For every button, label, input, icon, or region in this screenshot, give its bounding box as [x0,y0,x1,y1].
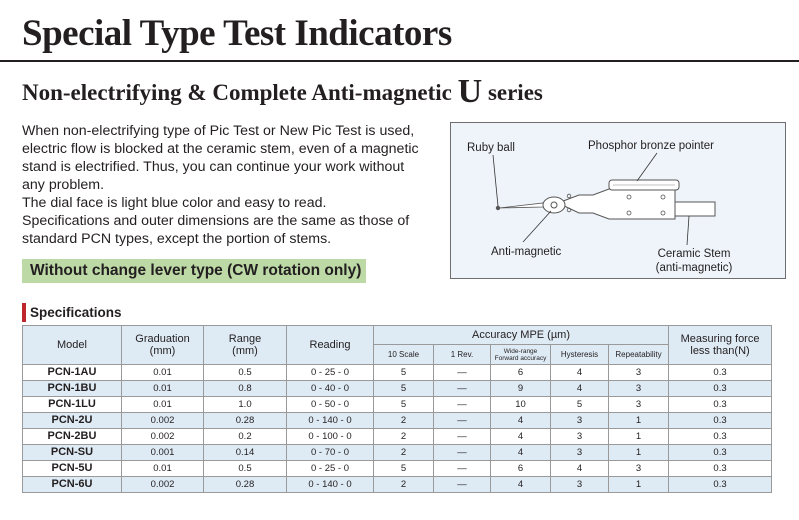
table-row [23,413,772,429]
cell-1-rev: — [434,445,491,461]
page-title: Special Type Test Indicators [22,13,452,54]
cell-model: PCN-6U [23,477,122,493]
cell-repeatability: 1 [609,445,669,461]
cell-graduation: 0.002 [122,413,204,429]
cell-graduation: 0.01 [122,461,204,477]
ruby-ball-shape [496,206,500,210]
title-rule [0,60,799,62]
subtitle-text: Non-electrifying & Complete Anti-magnetic [22,80,458,105]
description-line: electric flow is blocked at the ceramic stem, even of a magnetic [22,141,419,157]
pointer-label: Phosphor bronze pointer [588,140,714,152]
cell-hysteresis: 4 [551,365,609,381]
pivot-shape [551,202,557,208]
cell-reading: 0 - 70 - 0 [287,445,374,461]
cell-measuring-force: 0.3 [669,429,772,445]
cell-10-scale: 2 [374,445,434,461]
cell-measuring-force: 0.3 [669,477,772,493]
header-repeatability: Repeatability [609,345,669,365]
cell-graduation: 0.002 [122,477,204,493]
cell-repeatability: 3 [609,461,669,477]
description-line: stand is electrified. Thus, you can continue your work without [22,159,405,175]
header-wide-range [491,345,551,365]
cell-1-rev: — [434,365,491,381]
cell-10-scale: 2 [374,429,434,445]
description-line: standard PCN types, except the portion of stems. [22,231,332,247]
table-row [23,381,772,397]
subtitle-series-letter: U [457,73,483,110]
cell-reading: 0 - 50 - 0 [287,397,374,413]
ceramic-stem-shape [669,202,715,216]
cell-wide-range: 4 [491,413,551,429]
cell-repeatability: 1 [609,429,669,445]
table-row [23,445,772,461]
cell-reading: 0 - 100 - 0 [287,429,374,445]
header-range-unit: (mm) [232,345,258,357]
cell-hysteresis: 5 [551,397,609,413]
cell-1-rev: — [434,413,491,429]
cell-hysteresis: 4 [551,381,609,397]
header-reading: Reading [287,326,374,365]
cell-graduation: 0.01 [122,381,204,397]
cell-reading: 0 - 25 - 0 [287,365,374,381]
cell-wide-range: 6 [491,461,551,477]
lever-type-banner: Without change lever type (CW rotation only) [22,259,366,283]
header-range-label: Range [228,333,262,345]
description-line: The dial face is light blue color and easy to read. [22,195,327,211]
cell-10-scale: 5 [374,381,434,397]
cell-hysteresis: 3 [551,413,609,429]
description-line: When non-electrifying type of Pic Test or New Pic Test is used, [22,123,415,139]
header-force-line2: less than(N) [690,345,750,357]
cell-measuring-force: 0.3 [669,365,772,381]
stem-leader [687,216,689,245]
cell-measuring-force: 0.3 [669,461,772,477]
cell-repeatability: 1 [609,413,669,429]
cell-wide-range: 4 [491,477,551,493]
table-row [23,429,772,445]
specifications-table [22,325,772,493]
cell-10-scale: 5 [374,365,434,381]
cell-measuring-force: 0.3 [669,445,772,461]
series-subtitle [22,74,543,111]
cell-reading: 0 - 40 - 0 [287,381,374,397]
cell-10-scale: 2 [374,477,434,493]
cell-range: 0.5 [204,365,287,381]
cell-repeatability: 1 [609,477,669,493]
cell-hysteresis: 3 [551,477,609,493]
header-wide-line2: Forward accuracy [494,354,547,362]
cell-model: PCN-5U [23,461,122,477]
cell-hysteresis: 3 [551,445,609,461]
header-graduation [122,326,204,365]
cell-hysteresis: 4 [551,461,609,477]
cell-measuring-force: 0.3 [669,381,772,397]
cell-wide-range: 4 [491,429,551,445]
cell-wide-range: 6 [491,365,551,381]
cell-range: 0.8 [204,381,287,397]
cell-reading: 0 - 140 - 0 [287,413,374,429]
product-description [22,122,442,248]
ceramic-stem-note: (anti-magnetic) [655,262,733,274]
cell-10-scale: 2 [374,413,434,429]
cell-repeatability: 3 [609,381,669,397]
cell-graduation: 0.01 [122,365,204,381]
cell-reading: 0 - 25 - 0 [287,461,374,477]
cell-repeatability: 3 [609,365,669,381]
cell-wide-range: 9 [491,381,551,397]
cell-model: PCN-SU [23,445,122,461]
cell-measuring-force: 0.3 [669,397,772,413]
header-range [204,326,287,365]
header-graduation-unit: (mm) [149,345,176,357]
header-wide-line1: Wide-range [503,347,538,355]
ruby-ball-label: Ruby ball [467,142,515,154]
ceramic-stem-label: Ceramic Stem [657,248,731,260]
header-model: Model [23,326,122,365]
cell-graduation: 0.002 [122,429,204,445]
cell-graduation: 0.001 [122,445,204,461]
header-1-rev: 1 Rev. [434,345,491,365]
table-row [23,397,772,413]
anti-magnetic-leader [523,211,551,242]
stylus-shape [499,203,543,208]
ruby-ball-leader [493,155,498,206]
cell-model: PCN-1BU [23,381,122,397]
cell-1-rev: — [434,397,491,413]
pointer-leader [637,153,657,181]
cell-range: 1.0 [204,397,287,413]
screw-shape [567,194,571,198]
description-line: Specifications and outer dimensions are the same as those of [22,213,410,229]
cell-wide-range: 10 [491,397,551,413]
cell-range: 0.2 [204,429,287,445]
cell-model: PCN-2BU [23,429,122,445]
cell-10-scale: 5 [374,397,434,413]
specifications-heading: Specifications [22,303,122,322]
header-measuring-force [669,326,772,365]
cell-range: 0.28 [204,413,287,429]
table-row [23,461,772,477]
header-force-line1: Measuring force [680,333,760,345]
cell-range: 0.5 [204,461,287,477]
cell-model: PCN-1AU [23,365,122,381]
cell-1-rev: — [434,381,491,397]
cell-model: PCN-1LU [23,397,122,413]
cell-measuring-force: 0.3 [669,413,772,429]
cell-reading: 0 - 140 - 0 [287,477,374,493]
header-graduation-label: Graduation [135,333,190,345]
cell-hysteresis: 3 [551,429,609,445]
description-line: any problem. [22,177,105,193]
cell-range: 0.14 [204,445,287,461]
anti-magnetic-label: Anti-magnetic [491,246,562,258]
table-row [23,365,772,381]
cell-range: 0.28 [204,477,287,493]
cell-repeatability: 3 [609,397,669,413]
header-hysteresis: Hysteresis [551,345,609,365]
subtitle-suffix: series [482,80,543,105]
cell-1-rev: — [434,429,491,445]
cell-wide-range: 4 [491,445,551,461]
cell-10-scale: 5 [374,461,434,477]
specifications-rows [23,365,772,493]
cell-model: PCN-2U [23,413,122,429]
cell-graduation: 0.01 [122,397,204,413]
indicator-body-shape [558,189,675,219]
cell-1-rev: — [434,477,491,493]
header-10-scale: 10 Scale [374,345,434,365]
table-row [23,477,772,493]
cell-1-rev: — [434,461,491,477]
header-accuracy: Accuracy MPE (µm) [374,326,669,345]
indicator-diagram [450,122,786,279]
